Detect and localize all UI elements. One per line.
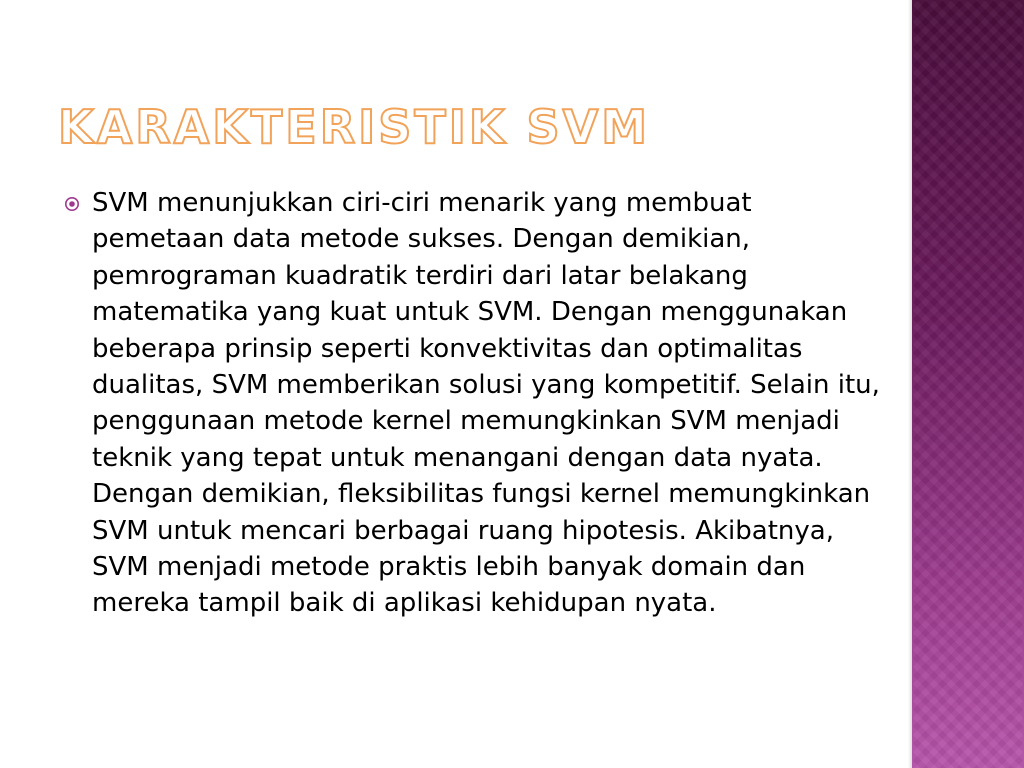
slide-body (58, 185, 888, 622)
decorative-side-band (912, 0, 1024, 768)
bullet-item (58, 185, 888, 622)
bullet-text: SVM menunjukkan ciri-ciri menarik yang membuat pemetaan data metode sukses. Dengan demikian, pemrograman kuadratik terdiri dari latar belakang matematika yang kuat untuk SVM. Dengan menggunakan beberapa prinsip seperti konvektivitas dan optimalitas dualitas, SVM memberikan solusi yang kompetitif. Selain itu, penggunaan metode kernel memungkinkan SVM menjadi teknik yang tepat untuk menangani dengan data nyata. Dengan demikian, fleksibilitas fungsi kernel memungkinkan SVM untuk mencari berbagai ruang hipotesis. Akibatnya, SVM menjadi metode praktis lebih banyak domain dan mereka tampil baik di aplikasi kehidupan nyata. (92, 188, 880, 619)
slide-title: KARAKTERISTIK SVM (58, 100, 651, 154)
circled-dot-bullet-icon (58, 185, 92, 215)
